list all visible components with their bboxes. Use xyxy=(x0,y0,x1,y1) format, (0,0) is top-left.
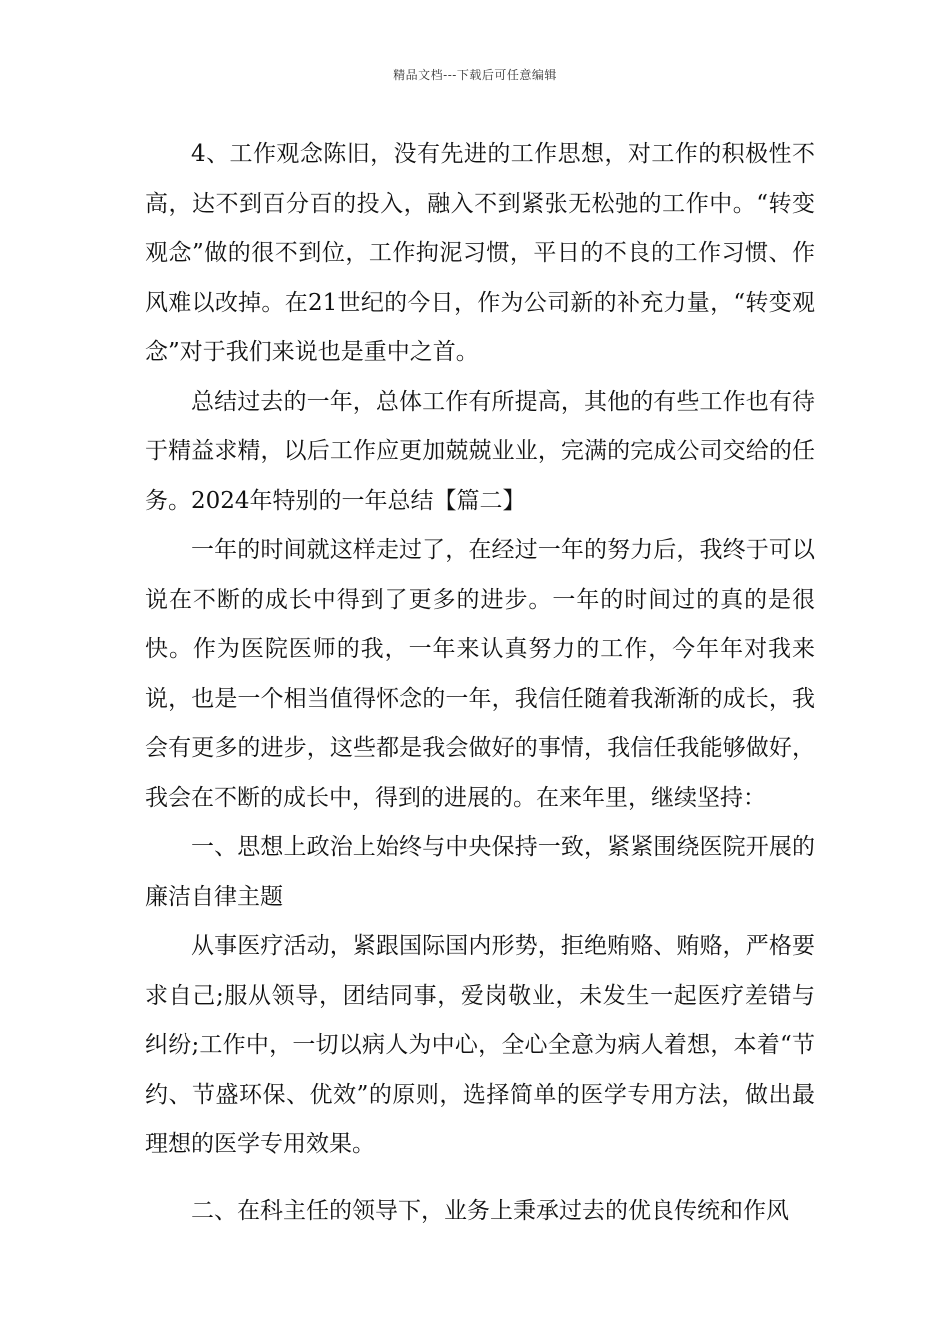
paragraph-point-two: 二、在科主任的领导下，业务上秉承过去的优良传统和作风 xyxy=(191,1197,789,1224)
paragraph-work-concept: 4、工作观念陈旧，没有先进的工作思想，对工作的积极性不高，达不到百分百的投入，融入不到紧张无松弛的工作中。“转变观念”做的很不到位，工作拘泥习惯，平日的不良的工作习惯、作风难以改掉。在21世纪的今日，作为公司新的补充力量，“转变观念”对于我们来说也是重中之首。 xyxy=(145,141,815,365)
document-body xyxy=(145,130,815,1236)
paragraph-year-review: 一年的时间就这样走过了，在经过一年的努力后，我终于可以说在不断的成长中得到了更多的进步。一年的时间过的真的是很快。作为医院医师的我，一年来认真努力的工作，今年年对我来说，也是一个相当值得怀念的一年，我信任随着我渐渐的成长，我会有更多的进步，这些都是我会做好的事情，我信任我能够做好，我会在不断的成长中，得到的进展的。在来年里，继续坚持： xyxy=(145,537,815,811)
paragraph-medical-activity: 从事医疗活动，紧跟国际国内形势，拒绝贿赂、贿赂，严格要求自己;服从领导，团结同事，爱岗敬业，未发生一起医疗差错与纠纷;工作中，一切以病人为中心，全心全意为病人着想，本着“节约、节盛环保、优效”的原则，选择简单的医学专用方法，做出最理想的医学专用效果。 xyxy=(145,933,815,1157)
paragraph-point-one: 一、思想上政治上始终与中央保持一致，紧紧围绕医院开展的廉洁自律主题 xyxy=(145,834,815,910)
paragraph-summary: 总结过去的一年，总体工作有所提高，其他的有些工作也有待于精益求精，以后工作应更加兢兢业业，完满的完成公司交给的任务。2024年特别的一年总结【篇二】 xyxy=(145,388,815,514)
page-header: 精品文档---下载后可任意编辑 xyxy=(393,68,557,82)
